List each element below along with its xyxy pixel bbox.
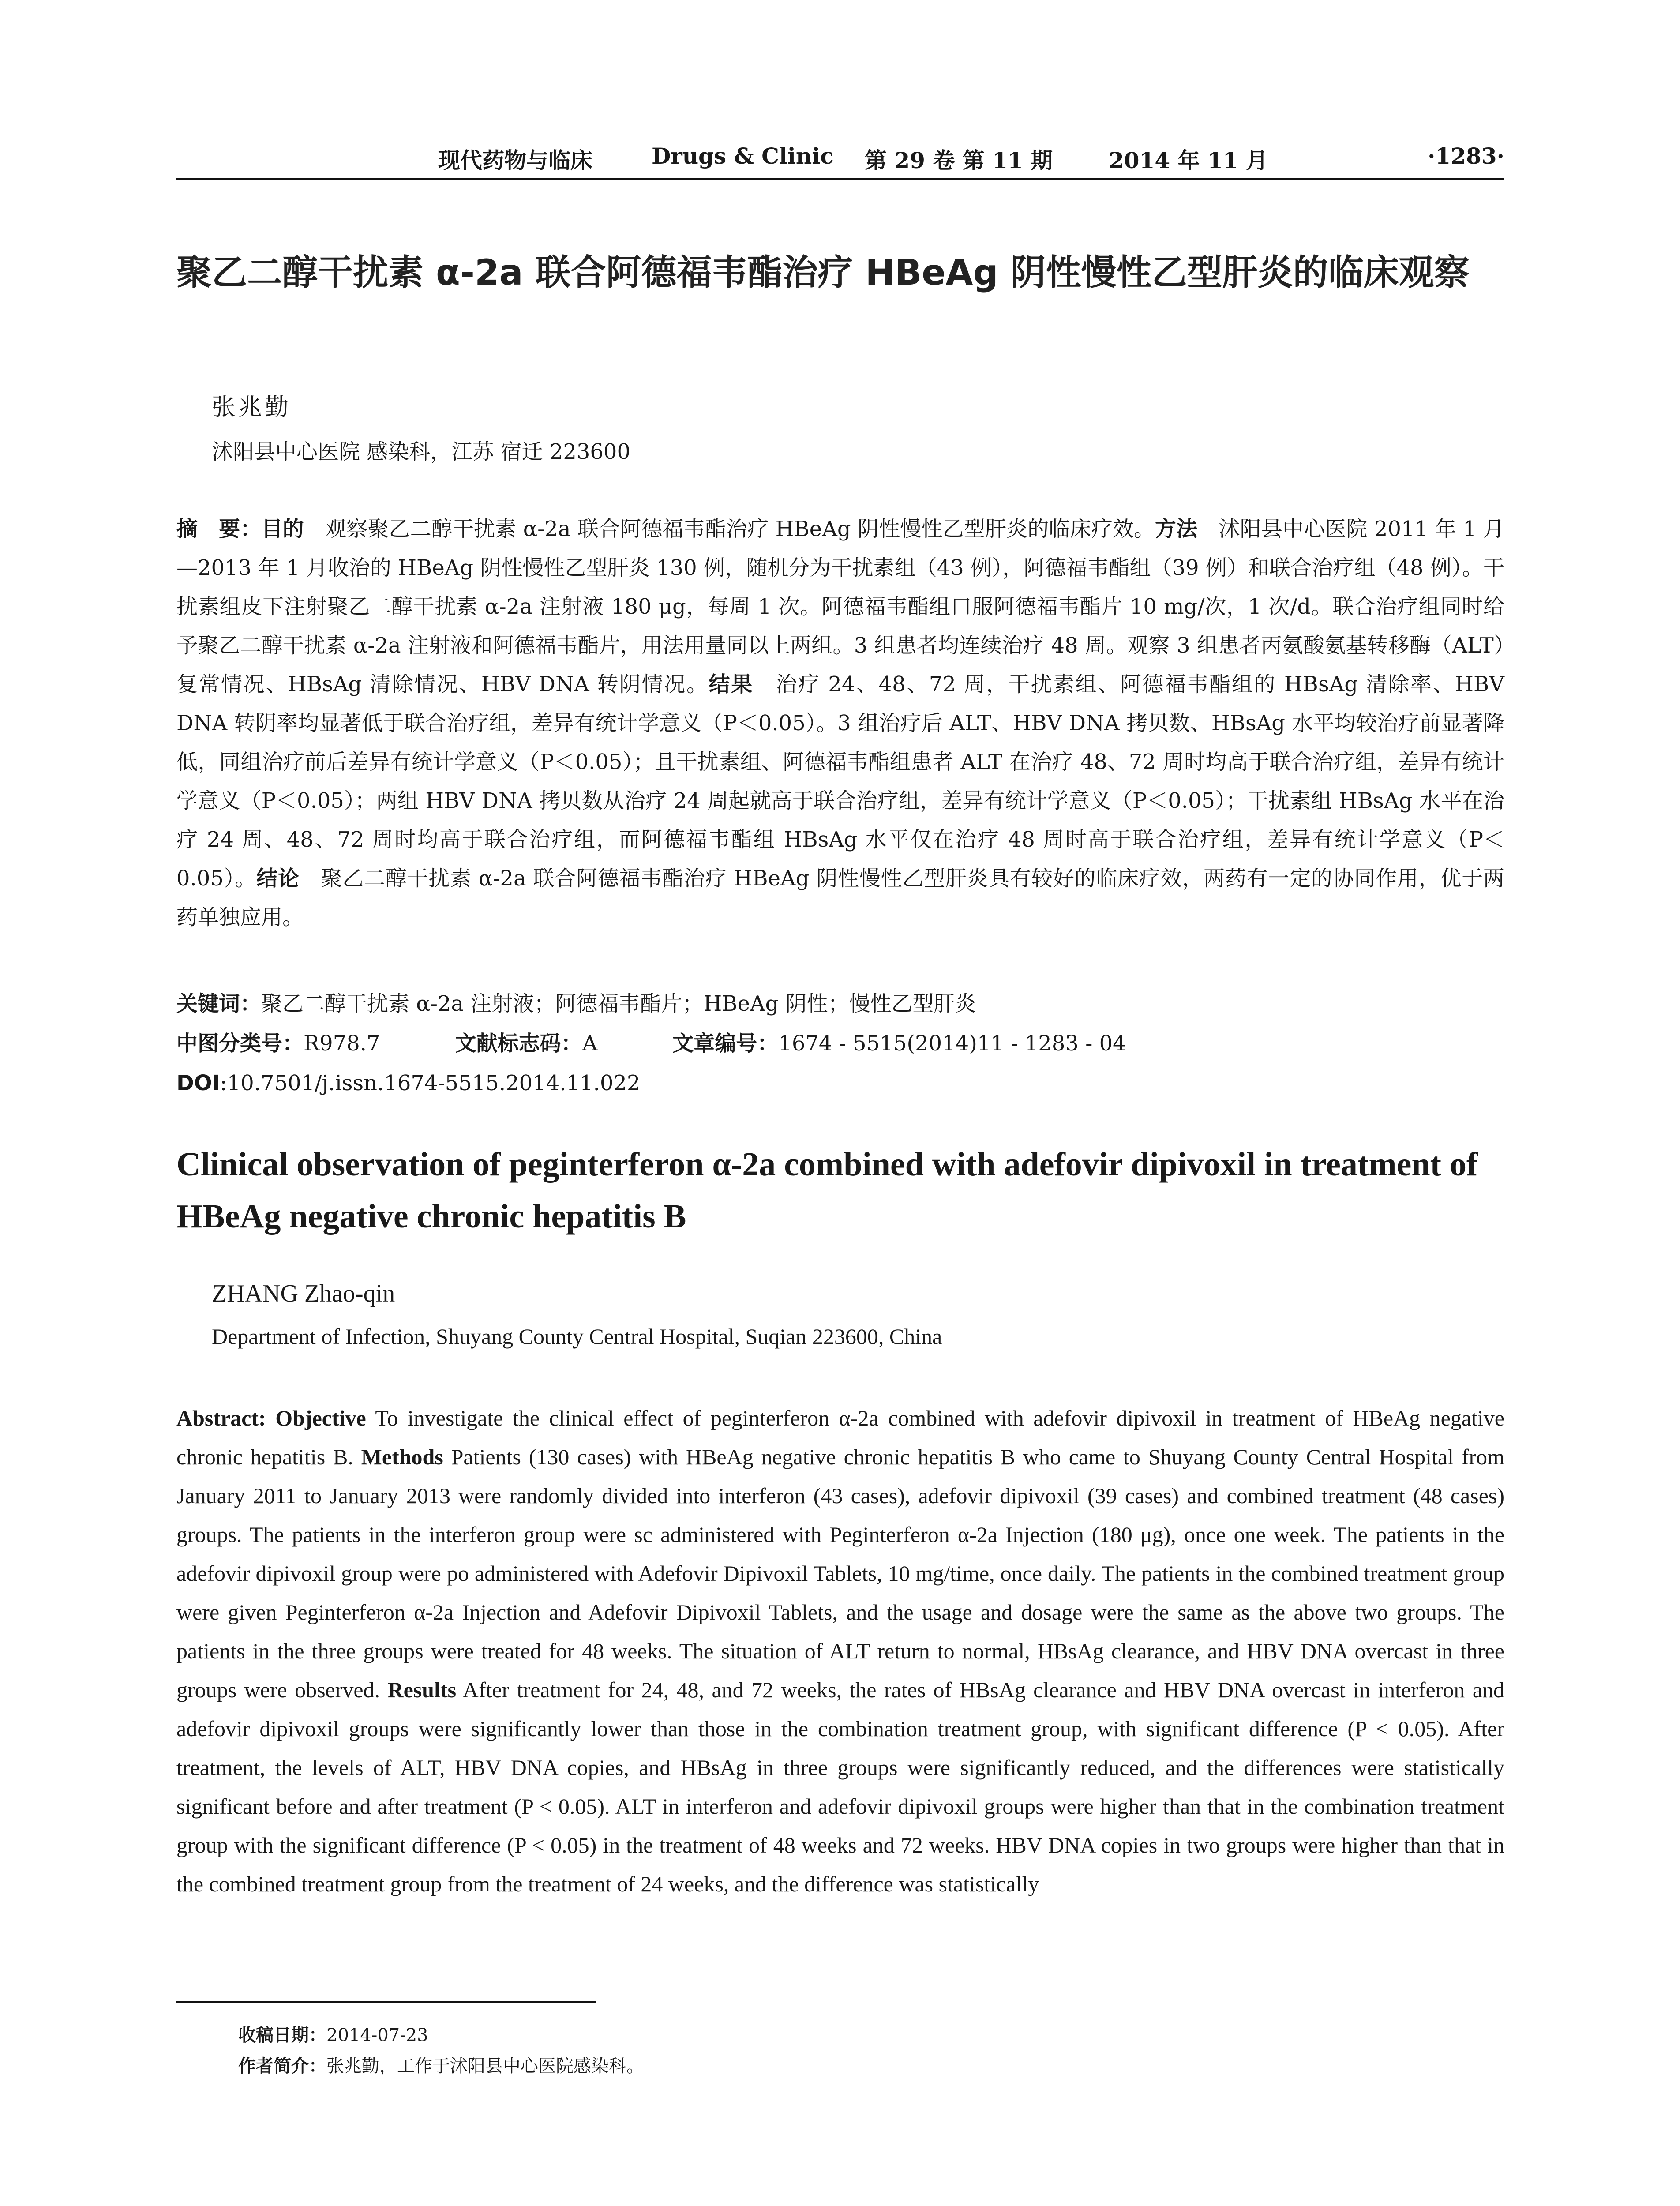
doc-code-label: 文献标志码： xyxy=(455,1031,582,1056)
footnotes xyxy=(238,2020,644,2082)
article-no-value: 1674 - 5515(2014)11 - 1283 - 04 xyxy=(778,1031,1126,1056)
doi-row xyxy=(176,1063,1504,1103)
affiliation-en: Department of Infection, Shuyang County Central Hospital, Suqian 223600, China xyxy=(212,1324,942,1349)
page-number: ·1283· xyxy=(1428,143,1504,169)
abstract-label-cn: 摘 要： xyxy=(176,517,262,541)
doi-value: :10.7501/j.issn.1674-5515.2014.11.022 xyxy=(220,1071,641,1095)
running-header xyxy=(176,140,1504,180)
objective-text-cn: 观察聚乙二醇干扰素 α-2a 联合阿德福韦酯治疗 HBeAg 阴性慢性乙型肝炎的临床疗效。 xyxy=(304,517,1155,541)
article-no-label: 文章编号： xyxy=(672,1031,779,1056)
methods-text-en: Patients (130 cases) with HBeAg negative chronic hepatitis B who came to Shuyang County Central Hospital from January 2011 to January 2013 were randomly divided into interferon (43 cases), adefovir dipivoxil (39 cases) and combined treatment (48 cases) groups. The patients in the interferon group were sc administered with Peginterferon α-2a Injection (180 μg), once one week. The patients in the adefovir dipivoxil group were po administered with Adefovir Dipivoxil Tablets, 10 mg/time, once daily. The patients in the combined treatment group were given Peginterferon α-2a Injection and Adefovir Dipivoxil Tablets, and the usage and dosage were the same as the above two groups. The patients in the three groups were treated for 48 weeks. The situation of ALT return to normal, HBsAg clearance, and HBV DNA overcast in three groups were observed. xyxy=(176,1444,1505,1702)
author-bio-row xyxy=(238,2051,644,2082)
results-text-cn: 治疗 24、48、72 周，干扰素组、阿德福韦酯组的 HBsAg 清除率、HBV DNA 转阴率均显著低于联合治疗组，差异有统计学意义（P＜0.05）。3 组治疗后 ALT、HBV DNA 拷贝数、HBsAg 水平均较治疗前显著降低，同组治疗前后差异有统计学意义（P＜0.05）；且干扰素组、阿德福韦酯组患者 ALT 在治疗 48、72 周时均高于联合治疗组，差异有统计学意义（P＜0.05）；两组 HBV DNA 拷贝数从治疗 24 周起就高于联合治疗组，差异有统计学意义（P＜0.05）；干扰素组 HBsAg 水平在治疗 24 周、48、72 周时均高于联合治疗组，而阿德福韦酯组 HBsAg 水平仅在治疗 48 周时高于联合治疗组，差异有统计学意义（P＜0.05）。 xyxy=(176,672,1504,891)
classification-row xyxy=(176,1024,1504,1063)
objective-text-en: To investigate the clinical effect of peginterferon α-2a combined with adefovir dipivoxil in treatment of HBeAg negative chronic hepatitis B. xyxy=(176,1406,1505,1469)
conclusion-label-cn: 结论 xyxy=(256,866,300,891)
article-metadata xyxy=(176,984,1504,1103)
methods-label-cn: 方法 xyxy=(1155,517,1198,541)
journal-name-cn: 现代药物与临床 xyxy=(438,147,592,173)
journal-name-en: Drugs & Clinic xyxy=(652,143,834,169)
results-label-en: Results xyxy=(387,1677,457,1702)
affiliation-cn: 沭阳县中心医院 感染科，江苏 宿迁 223600 xyxy=(212,439,631,464)
bio-label: 作者简介： xyxy=(238,2056,326,2076)
received-date-row xyxy=(238,2020,644,2051)
abstract-label-en: Abstract: xyxy=(176,1406,266,1430)
article-title-cn: 聚乙二醇干扰素 α-2a 联合阿德福韦酯治疗 HBeAg 阴性慢性乙型肝炎的临床观察 xyxy=(176,252,1470,293)
objective-label-cn: 目的 xyxy=(261,517,304,541)
clc-value: R978.7 xyxy=(304,1031,380,1056)
results-label-cn: 结果 xyxy=(709,672,754,697)
author-name-cn: 张兆勤 xyxy=(212,393,291,421)
clc-label: 中图分类号： xyxy=(176,1031,304,1056)
doi-label: DOI xyxy=(176,1071,220,1095)
methods-label-en: Methods xyxy=(361,1444,443,1469)
abstract-cn xyxy=(176,510,1504,937)
keywords-text: 聚乙二醇干扰素 α-2a 注射液；阿德福韦酯片；HBeAg 阴性；慢性乙型肝炎 xyxy=(261,991,976,1016)
volume-issue: 第 29 卷 第 11 期 xyxy=(865,147,1053,173)
footnote-divider xyxy=(176,2001,596,2003)
author-name-en: ZHANG Zhao-qin xyxy=(212,1280,395,1307)
article-title-en: Clinical observation of peginterferon α-2a combined with adefovir dipivoxil in treatment of HBeAg negative chronic hepatitis B xyxy=(176,1146,1478,1235)
conclusion-text-cn: 聚乙二醇干扰素 α-2a 联合阿德福韦酯治疗 HBeAg 阴性慢性乙型肝炎具有较好的临床疗效，两药有一定的协同作用，优于两药单独应用。 xyxy=(176,866,1504,930)
keywords-label: 关键词： xyxy=(176,991,262,1016)
keywords-row xyxy=(176,984,1504,1024)
author-bio: 张兆勤，工作于沭阳县中心医院感染科。 xyxy=(326,2056,644,2076)
doc-code-value: A xyxy=(582,1031,598,1056)
abstract-en xyxy=(176,1399,1504,1903)
issue-date: 2014 年 11 月 xyxy=(1109,147,1268,173)
received-label: 收稿日期： xyxy=(238,2025,326,2045)
received-date: 2014-07-23 xyxy=(326,2025,428,2045)
results-text-en: After treatment for 24, 48, and 72 weeks, the rates of HBsAg clearance and HBV DNA overcast in interferon and adefovir dipivoxil groups were significantly lower than those in the combination treatment group, with significant difference (P < 0.05). After treatment, the levels of ALT, HBV DNA copies, and HBsAg in three groups were significantly reduced, and the differences were statistically significant before and after treatment (P < 0.05). ALT in interferon and adefovir dipivoxil groups were higher than that in the combination treatment group with the significant difference (P < 0.05) in the treatment of 48 weeks and 72 weeks. HBV DNA copies in two groups were higher than that in the combined treatment group from the treatment of 24 weeks, and the difference was statistically xyxy=(176,1677,1505,1896)
methods-text-cn: 沭阳县中心医院 2011 年 1 月—2013 年 1 月收治的 HBeAg 阴性慢性乙型肝炎 130 例，随机分为干扰素组（43 例），阿德福韦酯组（39 例）和联合治疗组（48 例）。干扰素组皮下注射聚乙二醇干扰素 α-2a 注射液 180 μg，每周 1 次。阿德福韦酯组口服阿德福韦酯片 10 mg/次，1 次/d。联合治疗组同时给予聚乙二醇干扰素 α-2a 注射液和阿德福韦酯片，用法用量同以上两组。3 组患者均连续治疗 48 周。观察 3 组患者丙氨酸氨基转移酶（ALT）复常情况、HBsAg 清除情况、HBV DNA 转阴情况。 xyxy=(176,517,1504,697)
objective-label-en: Objective xyxy=(275,1406,366,1430)
